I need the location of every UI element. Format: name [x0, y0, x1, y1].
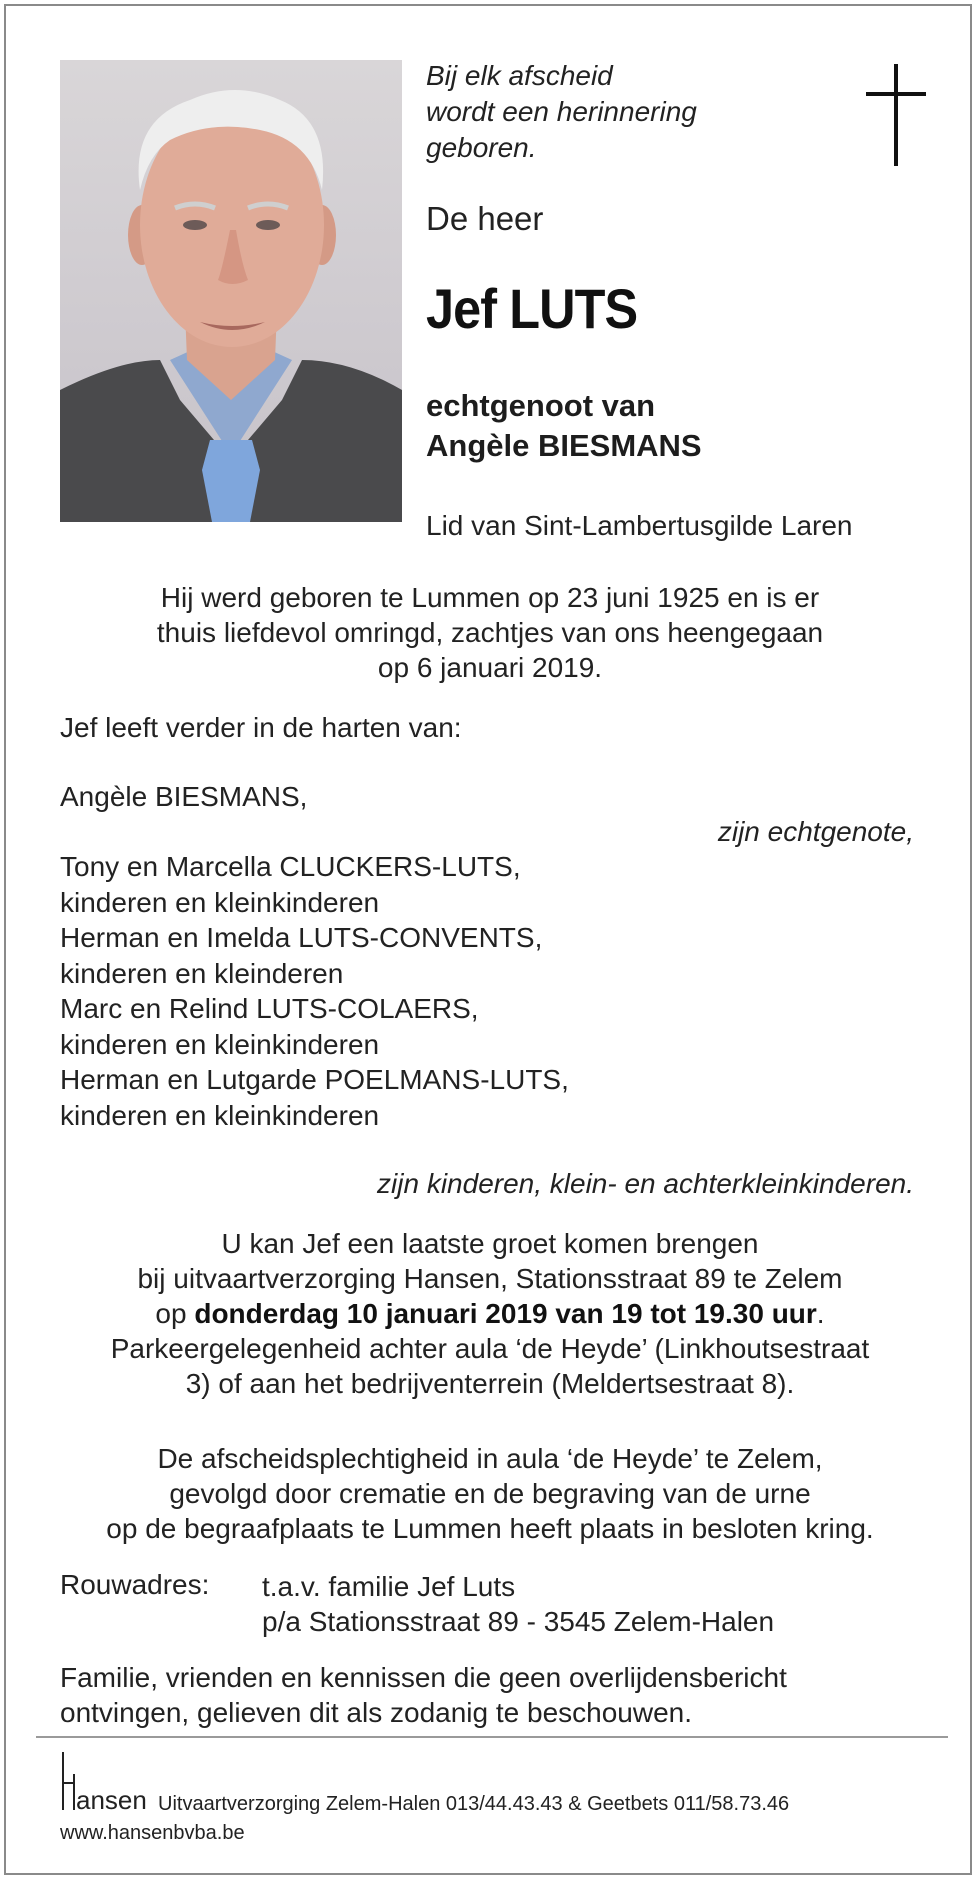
text-prefix: op [155, 1298, 195, 1329]
address-lines [262, 1569, 774, 1639]
memorial-quote [426, 58, 756, 166]
paragraph-line: op 6 januari 2019. [377, 652, 603, 683]
paragraph-line: U kan Jef een laatste groet komen brengen [221, 1228, 759, 1259]
list-item: Marc en Relind LUTS-COLAERS, [60, 993, 479, 1024]
visitation-paragraph [60, 1226, 920, 1401]
children-role: zijn kinderen, klein- en achterkleinkinderen. [377, 1168, 914, 1199]
quote-line: Bij elk afscheid [426, 60, 613, 91]
birth-death-paragraph [60, 580, 920, 685]
membership: Lid van Sint-Lambertusgilde Laren [426, 510, 853, 541]
latin-cross-icon [866, 64, 926, 166]
paragraph-line: op de begraafplaats te Lummen heeft plaats in besloten kring. [106, 1513, 874, 1544]
list-item: kinderen en kleinkinderen [60, 1028, 380, 1060]
hansen-logo [60, 1752, 160, 1812]
paragraph-line: gevolgd door crematie en de begraving van de urne [169, 1478, 811, 1509]
quote-line: wordt een herinnering [426, 96, 697, 127]
children-list [60, 849, 569, 1133]
closing-paragraph [60, 1660, 920, 1730]
address-line: p/a Stationsstraat 89 - 3545 Zelem-Halen [262, 1606, 775, 1637]
deceased-name: Jef LUTS [426, 277, 638, 340]
paragraph-line: De afscheidsplechtigheid in aula ‘de Heyde’ te Zelem, [157, 1443, 823, 1474]
spouse-name: Angèle BIESMANS [426, 428, 702, 463]
list-item: kinderen en kleinderen [60, 957, 344, 989]
address-label: Rouwadres: [60, 1569, 210, 1600]
portrait-photo [60, 60, 402, 522]
quote-line: geboren. [426, 132, 537, 163]
ceremony-paragraph [60, 1441, 920, 1546]
paragraph-line: 3) of aan het bedrijventerrein (Meldertsestraat 8). [185, 1368, 795, 1399]
spouse-intro: echtgenoot van [426, 388, 656, 423]
paragraph-line: Familie, vrienden en kennissen die geen overlijdensbericht [60, 1662, 787, 1693]
list-item: kinderen en kleinkinderen [60, 886, 380, 918]
paragraph-line [60, 1296, 920, 1331]
paragraph-line: bij uitvaartverzorging Hansen, Stationsstraat 89 te Zelem [137, 1263, 843, 1294]
paragraph-line: thuis liefdevol omringd, zachtjes van ons heengegaan [156, 617, 824, 648]
list-item: Herman en Lutgarde POELMANS-LUTS, [60, 1064, 569, 1095]
paragraph-line: ontvingen, gelieven dit als zodanig te beschouwen. [60, 1697, 692, 1728]
divider [36, 1736, 948, 1738]
paragraph-line: Hij werd geboren te Lummen op 23 juni 1925 en is er [160, 582, 820, 613]
list-item: kinderen en kleinkinderen [60, 1099, 380, 1131]
text-suffix: . [816, 1298, 825, 1329]
footer-url[interactable]: www.hansenbvba.be [60, 1822, 245, 1844]
list-item: Herman en Imelda LUTS-CONVENTS, [60, 922, 543, 953]
spouse-role: zijn echtgenote, [717, 816, 914, 847]
footer-contact: Uitvaartverzorging Zelem-Halen 013/44.43.43 & Geetbets 011/58.73.46 [158, 1793, 790, 1815]
visitation-datetime: donderdag 10 januari 2019 van 19 tot 19.30 uur [194, 1298, 817, 1329]
logo-text: ansen [76, 1785, 147, 1812]
family-spouse: Angèle BIESMANS, [60, 781, 308, 812]
address-line: t.a.v. familie Jef Luts [262, 1571, 516, 1602]
paragraph-line: Parkeergelegenheid achter aula ‘de Heyde’ (Linkhoutsestraat [110, 1333, 870, 1364]
list-item: Tony en Marcella CLUCKERS-LUTS, [60, 851, 521, 882]
family-intro: Jef leeft verder in de harten van: [60, 712, 462, 743]
obituary-card [4, 4, 972, 1875]
honorific: De heer [426, 200, 544, 237]
